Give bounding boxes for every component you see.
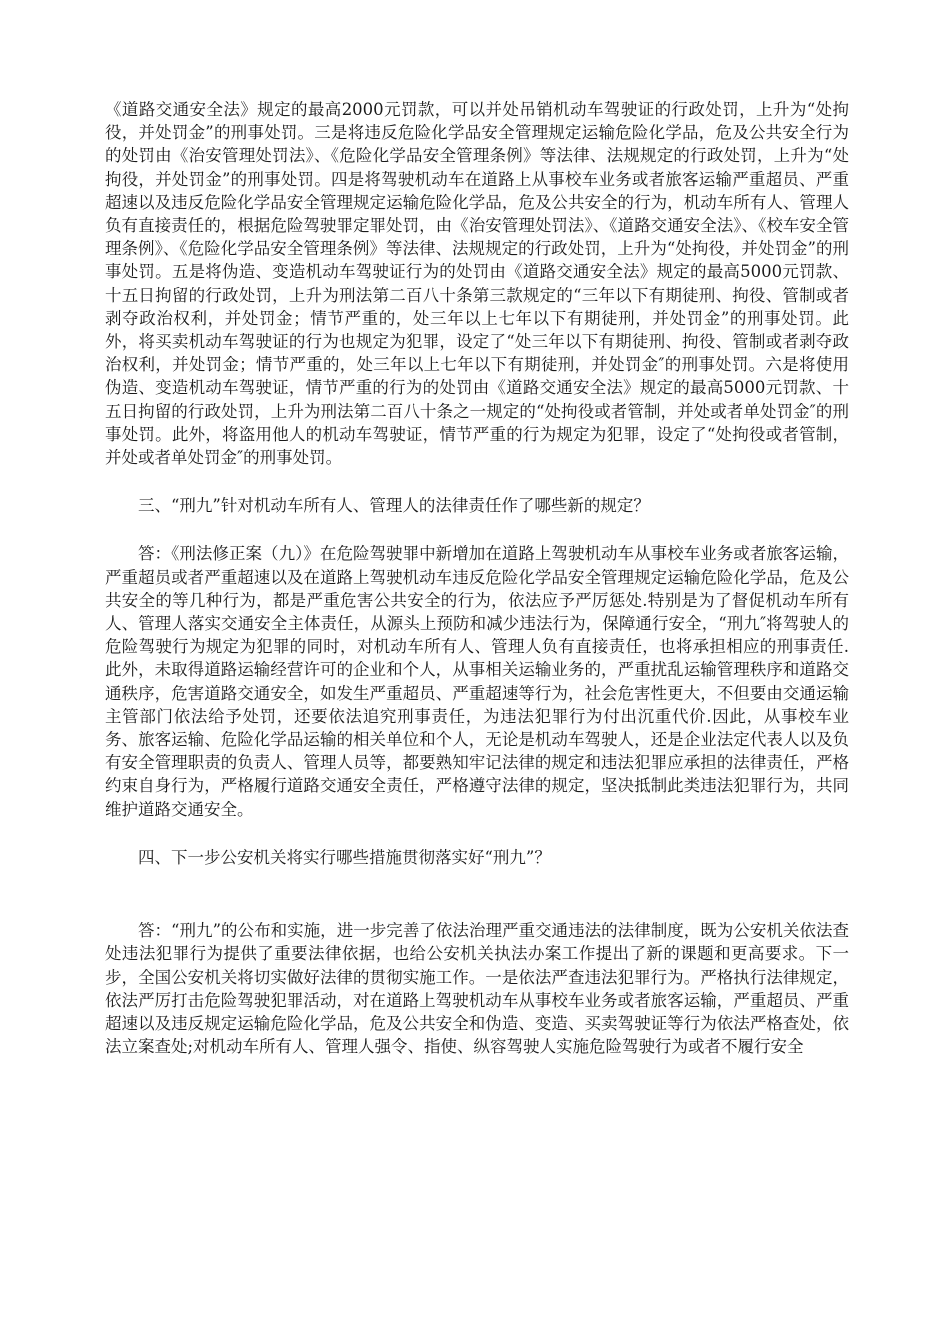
spacer [105, 469, 849, 494]
document-body [105, 98, 849, 1058]
answer-paragraph-4: 答：“刑九”的公布和实施，进一步完善了依法治理严重交通违法的法律制度，既为公安机关依法查处违法犯罪行为提供了重要法律依据，也给公安机关执法办案工作提出了新的课题和更高要求。下一步，全国公安机关将切实做好法律的贯彻实施工作。一是依法严查违法犯罪行为。严格执行法律规定，依法严厉打击危险驾驶犯罪活动，对在道路上驾驶机动车从事校车业务或者旅客运输，严重超员、严重超速以及违反规定运输危险化学品，危及公共安全和伪造、变造、买卖驾驶证等行为依法严格查处，依法立案查处;对机动车所有人、管理人强令、指使、纵容驾驶人实施危险驾驶行为或者不履行安全 [105, 921, 849, 1057]
spacer [105, 869, 849, 919]
spacer [105, 517, 849, 542]
section-heading-3: 三、“刑九”针对机动车所有人、管理人的法律责任作了哪些新的规定？ [138, 496, 650, 516]
section-heading-4: 四、下一步公安机关将实行哪些措施贯彻落实好“刑九”？ [138, 847, 551, 867]
paragraph-continuation: 《道路交通安全法》规定的最高2000元罚款，可以并处吊销机动车驾驶证的行政处罚，上升为“处拘役，并处罚金”的刑事处罚。三是将违反危险化学品安全管理规定运输危险化学品，危及公共安全行为的处罚由《治安管理处罚法》、《危险化学品安全管理条例》等法律、法规规定的行政处罚，上升为“处拘役，并处罚金”的刑事处罚。四是将驾驶机动车在道路上从事校车业务或者旅客运输严重超员、严重超速以及违反危险化学品安全管理规定运输危险化学品，危及公共安全的行为，机动车所有人、管理人负有直接责任的，根据危险驾驶罪定罪处罚，由《治安管理处罚法》、《道路交通安全法》、《校车安全管理条例》、《危险化学品安全管理条例》等法律、法规规定的行政处罚，上升为“处拘役，并处罚金”的刑事处罚。五是将伪造、变造机动车驾驶证行为的处罚由《道路交通安全法》规定的最高5000元罚款、十五日拘留的行政处罚，上升为刑法第二百八十条第三款规定的“三年以下有期徒刑、拘役、管制或者剥夺政治权利，并处罚金；情节严重的，处三年以上七年以下有期徒刑，并处罚金”的刑事处罚。此外，将买卖机动车驾驶证的行为也规定为犯罪，设定了“处三年以下有期徒刑、拘役、管制或者剥夺政治权利，并处罚金；情节严重的，处三年以上七年以下有期徒刑，并处罚金″的刑事处罚。六是将使用伪造、变造机动车驾驶证，情节严重的行为的处罚由《道路交通安全法》规定的最高5000元罚款、十五日拘留的行政处罚，上升为刑法第二百八十条之一规定的“处拘役或者管制，并处或者单处罚金″的刑事处罚。此外，将盗用他人的机动车驾驶证，情节严重的行为规定为犯罪，设定了“处拘役或者管制，并处或者单处罚金″的刑事处罚。 [105, 100, 849, 468]
answer-paragraph-3: 答：《刑法修正案（九）》在危险驾驶罪中新增加在道路上驾驶机动车从事校车业务或者旅客运输，严重超员或者严重超速以及在道路上驾驶机动车违反危险化学品安全管理规定运输危险化学品，危及公共安全的等几种行为，都是严重危害公共安全的行为，依法应予严厉惩处.特别是为了督促机动车所有人、管理人落实交通安全主体责任，从源头上预防和减少违法行为，保障通行安全，“刑九″将驾驶人的危险驾驶行为规定为犯罪的同时，对机动车所有人、管理人负有直接责任，也将承担相应的刑事责任.此外，未取得道路运输经营许可的企业和个人，从事相关运输业务的，严重扰乱运输管理秩序和道路交通秩序，危害道路交通安全，如发生严重超员、严重超速等行为，社会危害性更大，不但要由交通运输主管部门依法给予处罚，还要依法追究刑事责任，为违法犯罪行为付出沉重代价.因此，从事校车业务、旅客运输、危险化学品运输的相关单位和个人，无论是机动车驾驶人，还是企业法定代表人以及负有安全管理职责的负责人、管理人员等，都要熟知牢记法律的规定和违法犯罪应承担的法律责任，严格约束自身行为，严格履行道路交通安全责任，严格遵守法律的规定，坚决抵制此类违法犯罪行为，共同维护道路交通安全。 [105, 544, 849, 819]
spacer [105, 821, 849, 846]
